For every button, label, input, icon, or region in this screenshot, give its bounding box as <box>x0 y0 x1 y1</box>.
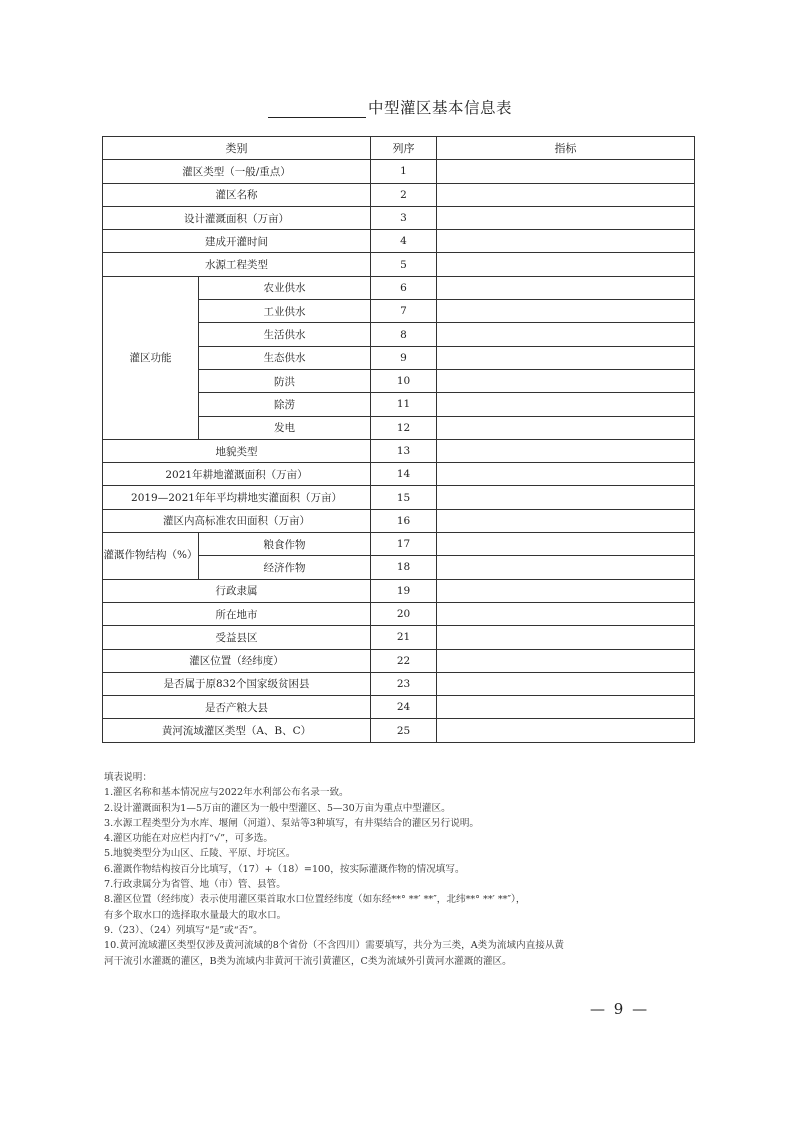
header-indicator: 指标 <box>437 137 695 160</box>
indicator-cell[interactable] <box>437 253 695 276</box>
instruction-item: 有多个取水口的选择取水量最大的取水口。 <box>104 909 287 921</box>
indicator-cell[interactable] <box>437 649 695 672</box>
row-seq: 18 <box>371 556 437 579</box>
indicator-cell[interactable] <box>437 579 695 602</box>
row-seq: 10 <box>371 369 437 392</box>
row-label: 发电 <box>199 416 371 439</box>
indicator-cell[interactable] <box>437 439 695 462</box>
table-row <box>103 183 695 206</box>
instruction-item: 5.地貌类型分为山区、丘陵、平原、圩垸区。 <box>104 848 296 860</box>
row-label: 除涝 <box>199 393 371 416</box>
table-row <box>103 486 695 509</box>
table-row <box>103 696 695 719</box>
table-row <box>103 719 695 742</box>
row-seq: 20 <box>371 602 437 625</box>
indicator-cell[interactable] <box>437 300 695 323</box>
form-title: 中型灌区基本信息表 <box>368 99 513 117</box>
row-seq: 13 <box>371 439 437 462</box>
row-label: 灌区位置（经纬度） <box>103 649 371 672</box>
table-row <box>103 509 695 532</box>
instruction-item: 9.（23）、（24）列填写“是”或“否”。 <box>104 924 263 936</box>
row-seq: 5 <box>371 253 437 276</box>
row-label: 粮食作物 <box>199 533 371 556</box>
row-label: 灌区名称 <box>103 183 371 206</box>
table-header-row <box>103 137 695 160</box>
row-seq: 25 <box>371 719 437 742</box>
row-seq: 2 <box>371 183 437 206</box>
indicator-cell[interactable] <box>437 393 695 416</box>
row-label: 2021年耕地灌溉面积（万亩） <box>103 463 371 486</box>
row-seq: 22 <box>371 649 437 672</box>
row-seq: 1 <box>371 160 437 183</box>
table-row <box>103 626 695 649</box>
row-seq: 6 <box>371 276 437 299</box>
row-seq: 14 <box>371 463 437 486</box>
row-label: 设计灌溉面积（万亩） <box>103 206 371 229</box>
page-number: — 9 — <box>590 1000 650 1018</box>
crop-group-label: 灌溉作物结构（%） <box>103 533 199 580</box>
row-seq: 23 <box>371 672 437 695</box>
row-seq: 17 <box>371 533 437 556</box>
row-label: 防洪 <box>199 369 371 392</box>
title-blank-line <box>268 99 366 118</box>
indicator-cell[interactable] <box>437 533 695 556</box>
instruction-item: 8.灌区位置（经纬度）表示使用灌区渠首取水口位置经纬度（如东经**° **′ **″，北纬**° **′ **″）， <box>104 894 526 906</box>
function-group-label: 灌区功能 <box>103 276 199 439</box>
instructions <box>104 770 696 969</box>
instruction-item: 6.灌溉作物结构按百分比填写，（17）+（18）=100，按实际灌溉作物的情况填写。 <box>104 863 465 875</box>
row-seq: 3 <box>371 206 437 229</box>
row-label: 工业供水 <box>199 300 371 323</box>
indicator-cell[interactable] <box>437 672 695 695</box>
table-row <box>103 649 695 672</box>
instruction-item: 7.行政隶属分为省管、地（市）管、县管。 <box>104 879 286 891</box>
row-label: 生活供水 <box>199 323 371 346</box>
table-row <box>103 672 695 695</box>
row-label: 灌区类型（一般/重点） <box>103 160 371 183</box>
row-label: 受益县区 <box>103 626 371 649</box>
row-label: 地貌类型 <box>103 439 371 462</box>
row-seq: 9 <box>371 346 437 369</box>
table-row <box>103 230 695 253</box>
instruction-item: 4.灌区功能在对应栏内打“√”，可多选。 <box>104 833 273 845</box>
row-seq: 7 <box>371 300 437 323</box>
table-row <box>103 160 695 183</box>
indicator-cell[interactable] <box>437 346 695 369</box>
indicator-cell[interactable] <box>437 602 695 625</box>
instruction-item: 2.设计灌溉面积为1—5万亩的灌区为一般中型灌区、5—30万亩为重点中型灌区。 <box>104 802 451 814</box>
indicator-cell[interactable] <box>437 369 695 392</box>
indicator-cell[interactable] <box>437 230 695 253</box>
table-row <box>103 579 695 602</box>
form-title-area <box>268 96 588 118</box>
table-row <box>103 533 695 556</box>
row-label: 行政隶属 <box>103 579 371 602</box>
row-seq: 12 <box>371 416 437 439</box>
instruction-item: 3.水源工程类型分为水库、堰闸（河道）、泵站等3种填写，有井渠结合的灌区另行说明。 <box>104 817 480 829</box>
indicator-cell[interactable] <box>437 696 695 719</box>
instruction-item: 10.黄河流域灌区类型仅涉及黄河流域的8个省份（不含四川）需要填写，共分为三类，A类为流域内直接从黄 <box>104 940 565 952</box>
header-category: 类别 <box>103 137 371 160</box>
instructions-heading: 填表说明： <box>104 772 152 783</box>
instruction-item: 河干流引水灌溉的灌区，B类为流域内非黄河干流引黄灌区，C类为流域外引黄河水灌溉的灌区。 <box>104 955 512 967</box>
row-label: 是否属于原832个国家级贫困县 <box>103 672 371 695</box>
indicator-cell[interactable] <box>437 719 695 742</box>
row-label: 农业供水 <box>199 276 371 299</box>
indicator-cell[interactable] <box>437 463 695 486</box>
indicator-cell[interactable] <box>437 626 695 649</box>
indicator-cell[interactable] <box>437 323 695 346</box>
indicator-cell[interactable] <box>437 160 695 183</box>
row-seq: 11 <box>371 393 437 416</box>
header-seq: 列序 <box>371 137 437 160</box>
row-seq: 15 <box>371 486 437 509</box>
row-seq: 24 <box>371 696 437 719</box>
row-label: 是否产粮大县 <box>103 696 371 719</box>
row-label: 经济作物 <box>199 556 371 579</box>
row-label: 生态供水 <box>199 346 371 369</box>
table-row <box>103 206 695 229</box>
row-label: 黄河流域灌区类型（A、B、C） <box>103 719 371 742</box>
indicator-cell[interactable] <box>437 183 695 206</box>
row-label: 建成开灌时间 <box>103 230 371 253</box>
row-seq: 21 <box>371 626 437 649</box>
row-label: 水源工程类型 <box>103 253 371 276</box>
table-row <box>103 463 695 486</box>
table-row <box>103 602 695 625</box>
row-seq: 4 <box>371 230 437 253</box>
row-seq: 19 <box>371 579 437 602</box>
row-seq: 16 <box>371 509 437 532</box>
row-label: 灌区内高标准农田面积（万亩） <box>103 509 371 532</box>
indicator-cell[interactable] <box>437 509 695 532</box>
indicator-cell[interactable] <box>437 556 695 579</box>
indicator-cell[interactable] <box>437 206 695 229</box>
instruction-item: 1.灌区名称和基本情况应与2022年水利部公布名录一致。 <box>104 787 349 799</box>
info-table <box>102 136 695 743</box>
table-row <box>103 439 695 462</box>
indicator-cell[interactable] <box>437 416 695 439</box>
indicator-cell[interactable] <box>437 276 695 299</box>
table-row <box>103 253 695 276</box>
indicator-cell[interactable] <box>437 486 695 509</box>
row-seq: 8 <box>371 323 437 346</box>
table-row <box>103 276 695 299</box>
row-label: 所在地市 <box>103 602 371 625</box>
row-label: 2019—2021年年平均耕地实灌面积（万亩） <box>103 486 371 509</box>
